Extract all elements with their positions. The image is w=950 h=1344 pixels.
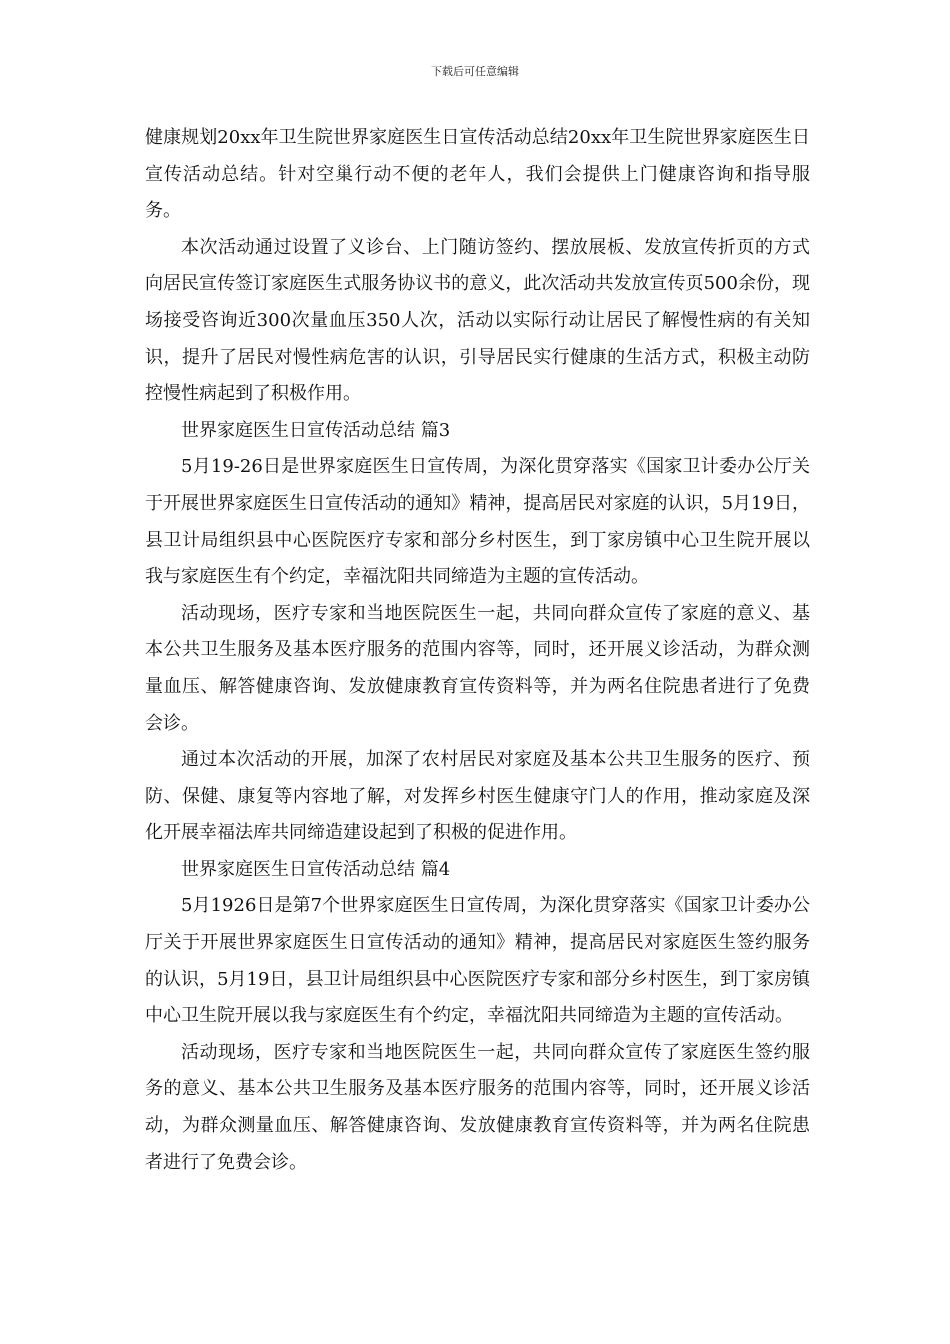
paragraph-6: 5月1926日是第7个世界家庭医生日宣传周，为深化贯穿落实《国家卫计委办公厅关于开展世界家庭医生日宣传活动的通知》精神，提高居民对家庭医生签约服务的认识，5月19日，县卫计局组织县中心医院医疗专家和部分乡村医生，到丁家房镇中心卫生院开展以我与家庭医生有个约定，幸福沈阳共同缔造为主题的宣传活动。 <box>145 895 810 1027</box>
section-heading-4: 世界家庭医生日宣传活动总结 篇4 <box>181 858 451 880</box>
paragraph-4: 活动现场，医疗专家和当地医院医生一起，共同向群众宣传了家庭的意义、基本公共卫生服务及基本医疗服务的范围内容等，同时，还开展义诊活动，为群众测量血压、解答健康咨询、发放健康教育宣传资料等，并为两名住院患者进行了免费会诊。 <box>145 602 810 734</box>
paragraph-7: 活动现场，医疗专家和当地医院医生一起，共同向群众宣传了家庭医生签约服务的意义、基本公共卫生服务及基本医疗服务的范围内容等，同时，还开展义诊活动，为群众测量血压、解答健康咨询、发放健康教育宣传资料等，并为两名住院患者进行了免费会诊。 <box>145 1041 810 1173</box>
paragraph-2: 本次活动通过设置了义诊台、上门随访签约、摆放展板、发放宣传折页的方式向居民宣传签订家庭医生式服务协议书的意义，此次活动共发放宣传页500余份，现场接受咨询近300次量血压350人次，活动以实际行动让居民了解慢性病的有关知识，提升了居民对慢性病危害的认识，引导居民实行健康的生活方式，积极主动防控慢性病起到了积极作用。 <box>145 236 810 405</box>
page-header: 下载后可任意编辑 <box>431 65 519 78</box>
paragraph-1: 健康规划20xx年卫生院世界家庭医生日宣传活动总结20xx年卫生院世界家庭医生日宣传活动总结。针对空巢行动不便的老年人，我们会提供上门健康咨询和指导服务。 <box>145 127 810 222</box>
paragraph-5: 通过本次活动的开展，加深了农村居民对家庭及基本公共卫生服务的医疗、预防、保健、康复等内容地了解，对发挥乡村医生健康守门人的作用，推动家庭及深化开展幸福法库共同缔造建设起到了积极的促进作用。 <box>145 749 810 844</box>
section-heading-3: 世界家庭医生日宣传活动总结 篇3 <box>181 419 451 441</box>
paragraph-3: 5月19-26日是世界家庭医生日宣传周，为深化贯穿落实《国家卫计委办公厅关于开展世界家庭医生日宣传活动的通知》精神，提高居民对家庭的认识，5月19日，县卫计局组织县中心医院医疗专家和部分乡村医生，到丁家房镇中心卫生院开展以我与家庭医生有个约定，幸福沈阳共同缔造为主题的宣传活动。 <box>145 456 810 588</box>
document-body <box>145 120 810 1181</box>
